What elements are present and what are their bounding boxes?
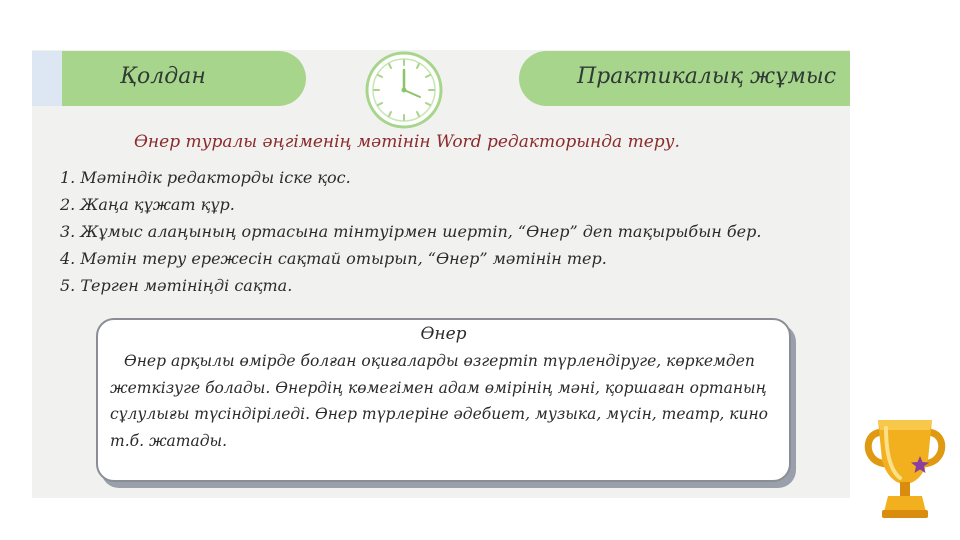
text-card xyxy=(96,318,791,482)
step-item: 5. Терген мәтініңді сақта. xyxy=(60,276,293,295)
step-item: 2. Жаңа құжат құр. xyxy=(60,195,235,214)
card-title: Өнер xyxy=(420,324,467,344)
trophy-icon xyxy=(862,412,948,524)
clock-icon xyxy=(364,50,444,130)
card-text: Өнер арқылы өмірде болған оқиғаларды өзгертіп түрлендіруге, көркемдеп жеткізуге болады. Өнердің көмегімен адам өмірінің мәні, қоршаған ортаның сұлулығы түсіндіріледі. Өнер түрлеріне әдебиет, музыка, мүсін, театр, кино т.б. жатады. xyxy=(110,352,769,450)
right-tab xyxy=(519,51,850,106)
step-item: 3. Жұмыс алаңының ортасына тінтуірмен шертіп, “Өнер” деп тақырыбын бер. xyxy=(60,222,762,241)
task-heading: Өнер туралы әңгіменің мәтінін Word редакторында теру. xyxy=(134,132,680,152)
step-item: 1. Мәтіндік редакторды іске қос. xyxy=(60,168,351,187)
step-item: 4. Мәтін теру ережесін сақтай отырып, “Өнер” мәтінін тер. xyxy=(60,249,607,268)
left-tab-accent xyxy=(32,51,62,106)
right-tab-label: Практикалық жұмыс xyxy=(577,64,837,89)
steps-list xyxy=(60,164,761,299)
left-tab-label: Қолдан xyxy=(120,64,206,89)
left-tab xyxy=(32,51,306,106)
